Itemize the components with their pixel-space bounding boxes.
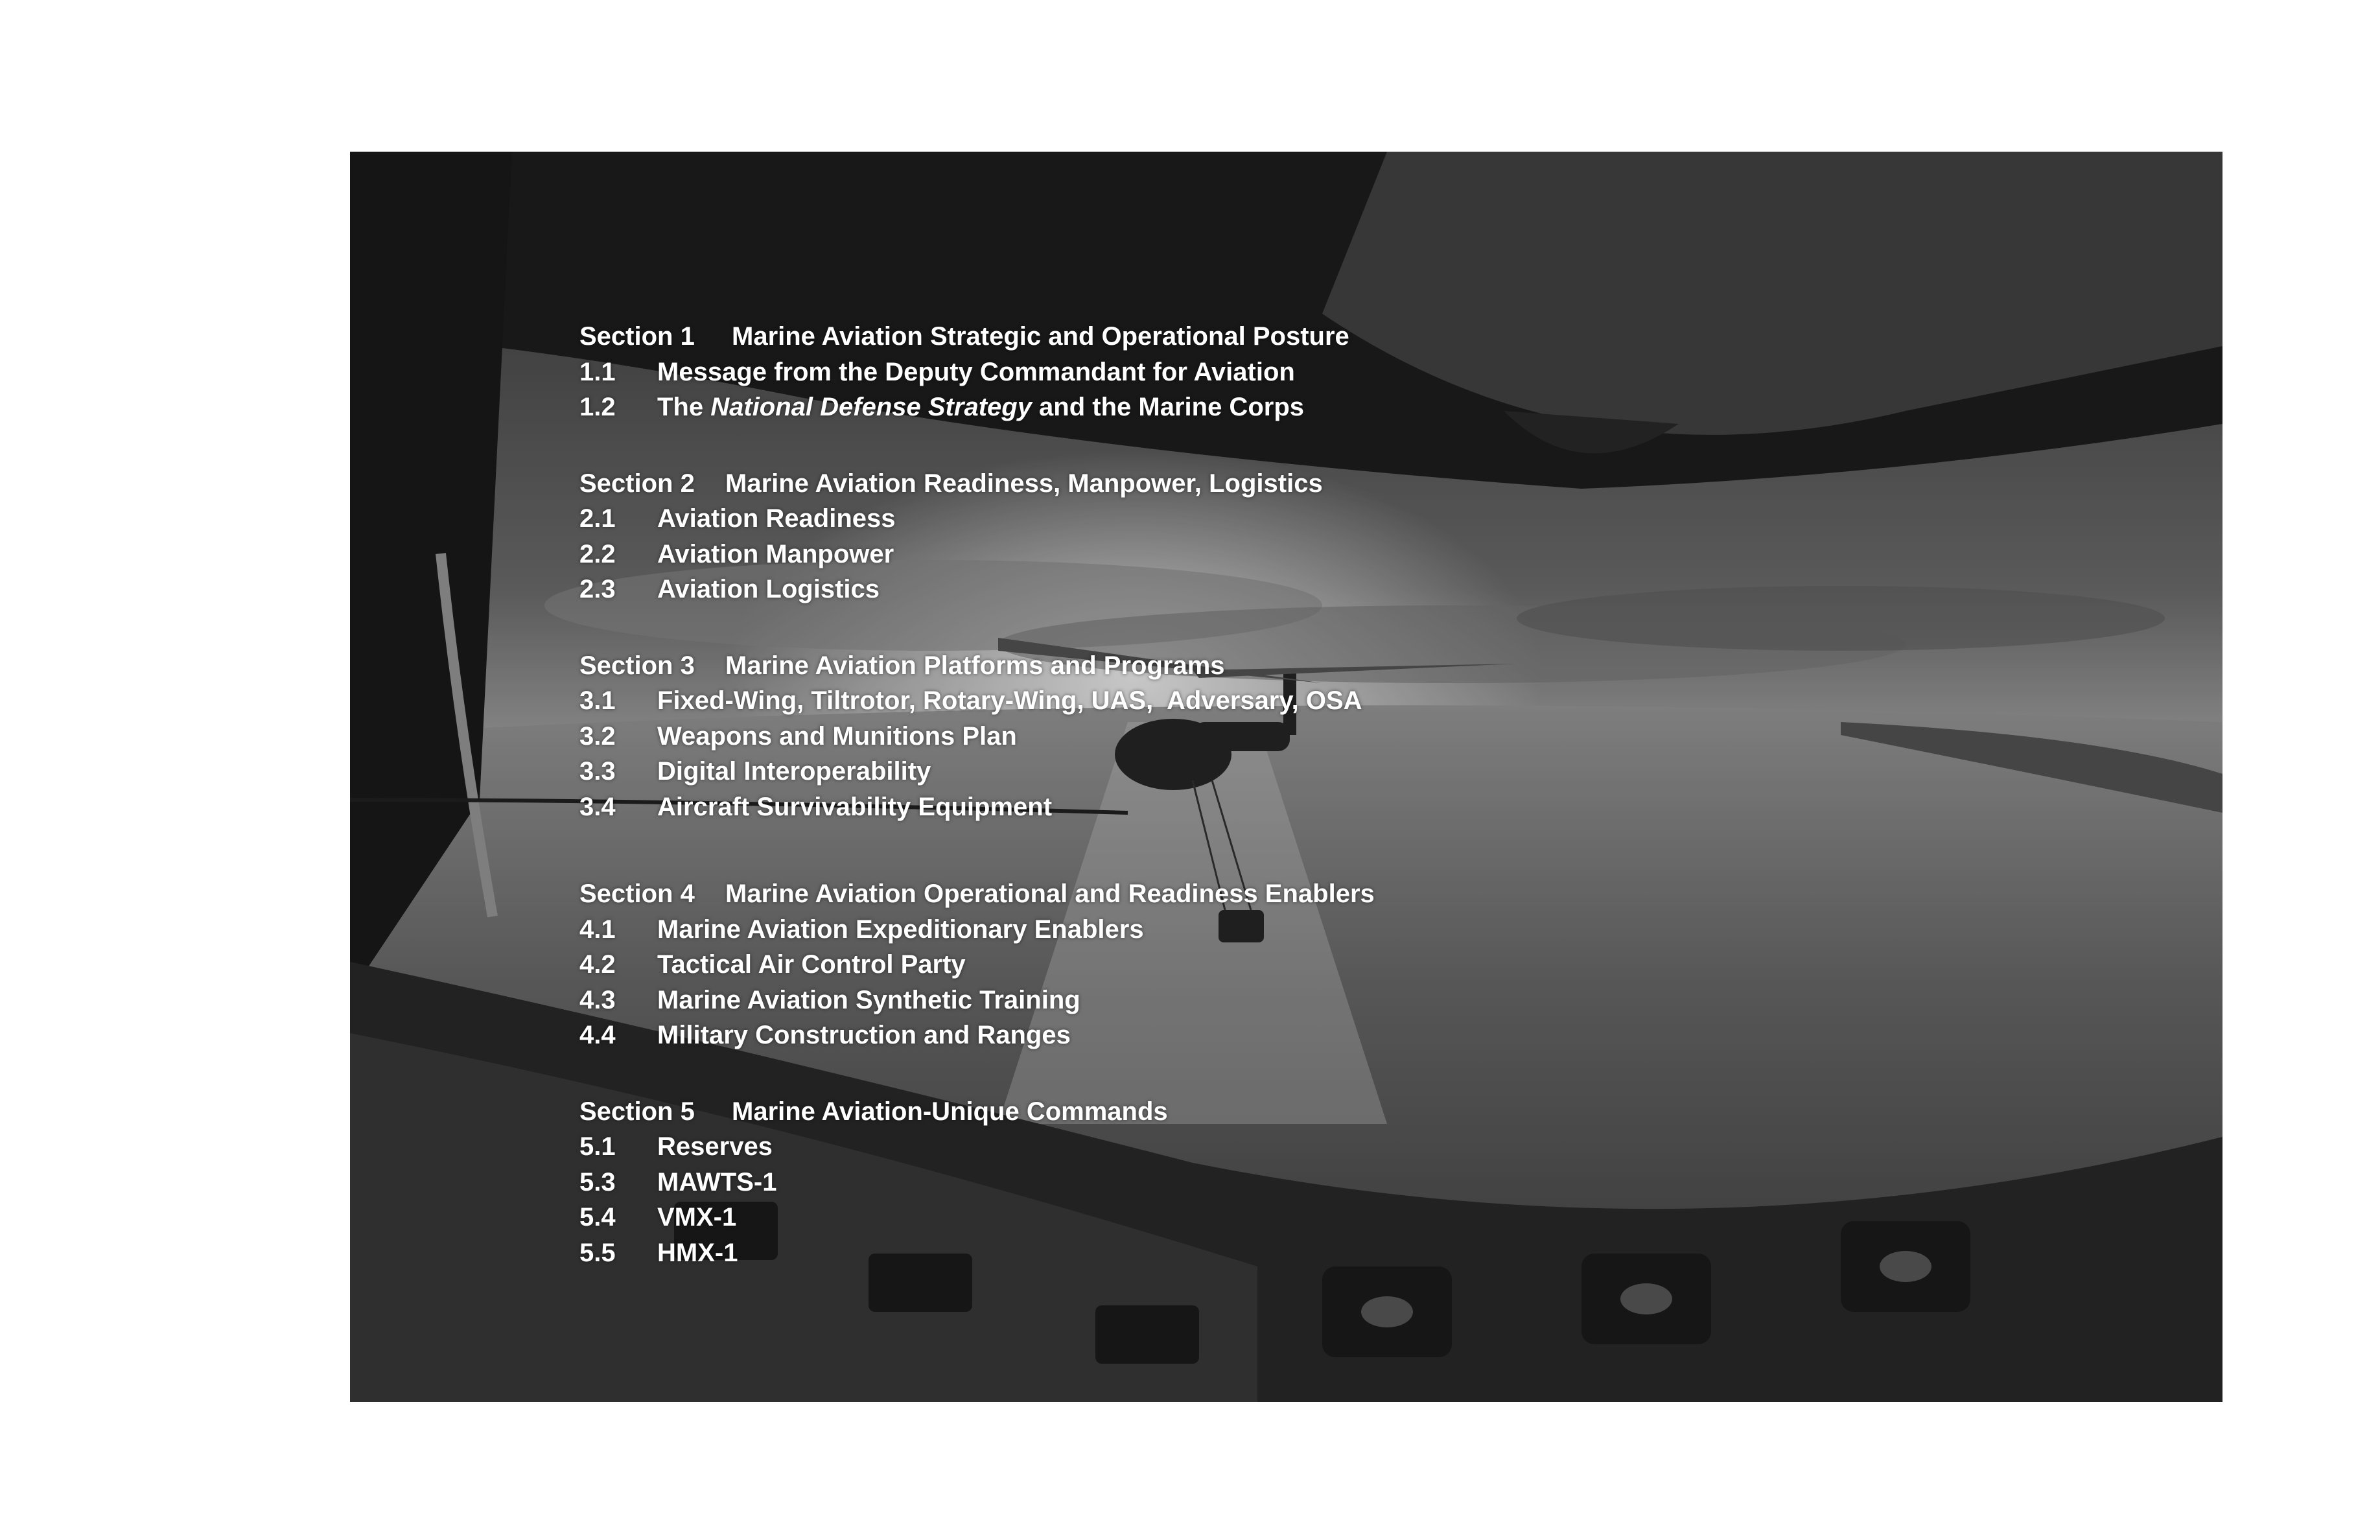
entry-title-pre: The [657,393,711,421]
entry-title: Aviation Logistics [657,575,880,603]
section-5-block [579,1094,1375,1271]
section-label: Section 1 [579,322,695,351]
toc-entry[interactable] [579,572,1375,607]
entry-number: 1.2 [579,393,616,421]
toc-entry[interactable] [579,1129,1375,1165]
section-2-block [579,466,1375,607]
toc-entry[interactable] [579,537,1375,572]
entry-title: MAWTS-1 [657,1167,777,1196]
toc-entry[interactable] [579,1235,1375,1271]
entry-title: VMX-1 [657,1203,737,1231]
entry-number: 1.1 [579,357,616,386]
toc-entry[interactable] [579,947,1375,983]
toc-entry[interactable] [579,501,1375,537]
entry-title: Weapons and Munitions Plan [657,721,1017,751]
section-title: Marine Aviation-Unique Commands [732,1097,1168,1126]
entry-number: 4.2 [579,950,616,979]
section-title: Marine Aviation Readiness, Manpower, Logistics [725,469,1323,498]
entry-title: Tactical Air Control Party [657,950,966,979]
entry-title-post: and the Marine Corps [1031,393,1304,421]
entry-number: 5.3 [579,1167,616,1196]
section-3-block [579,648,1375,825]
toc-entry[interactable] [579,719,1375,754]
section-1-block [579,319,1375,425]
toc-entry[interactable] [579,754,1375,789]
toc-entry[interactable] [579,390,1375,425]
entry-number: 5.4 [579,1203,616,1231]
section-heading[interactable] [579,466,1375,502]
section-title: Marine Aviation Operational and Readiness Enablers [725,880,1375,908]
table-of-contents [579,319,1375,1311]
section-heading[interactable] [579,876,1375,912]
entry-title: Aircraft Survivability Equipment [657,792,1053,821]
entry-title: Military Construction and Ranges [657,1021,1071,1049]
section-label: Section 4 [579,880,695,908]
toc-entry[interactable] [579,983,1375,1018]
toc-entry[interactable] [579,1200,1375,1235]
section-label: Section 5 [579,1097,695,1126]
section-4-block [579,876,1375,1053]
toc-entry[interactable] [579,912,1375,948]
section-label: Section 3 [579,651,695,680]
entry-number: 3.1 [579,686,616,715]
entry-title: Reserves [657,1132,773,1161]
entry-number: 3.2 [579,721,616,751]
section-heading[interactable] [579,1094,1375,1130]
entry-title: Marine Aviation Synthetic Training [657,985,1080,1014]
entry-title: Aviation Manpower [657,539,894,568]
entry-number: 3.4 [579,792,616,821]
entry-title: Fixed-Wing, Tiltrotor, Rotary-Wing, UAS, Adversary, OSA [657,686,1362,715]
entry-title: Digital Interoperability [657,757,931,786]
entry-number: 5.1 [579,1132,616,1161]
entry-number: 5.5 [579,1238,616,1267]
entry-number: 2.2 [579,539,616,568]
toc-entry[interactable] [579,1165,1375,1200]
entry-title: Message from the Deputy Commandant for Aviation [657,357,1295,386]
entry-number: 4.1 [579,915,616,944]
entry-title: Marine Aviation Expeditionary Enablers [657,915,1144,944]
toc-entry[interactable] [579,683,1375,719]
section-label: Section 2 [579,469,695,498]
entry-number: 2.3 [579,575,616,603]
toc-entry[interactable] [579,789,1375,825]
entry-number: 3.3 [579,757,616,786]
section-title: Marine Aviation Platforms and Programs [725,651,1225,680]
section-heading[interactable] [579,319,1375,355]
entry-number: 4.3 [579,985,616,1014]
entry-number: 4.4 [579,1021,616,1049]
toc-entry[interactable] [579,355,1375,390]
section-heading[interactable] [579,648,1375,684]
entry-title-italic: National Defense Strategy [710,393,1032,421]
toc-entry[interactable] [579,1018,1375,1053]
section-title: Marine Aviation Strategic and Operational Posture [732,322,1349,351]
entry-number: 2.1 [579,504,616,533]
entry-title [657,390,1304,425]
entry-title: Aviation Readiness [657,504,896,533]
entry-title: HMX-1 [657,1238,738,1267]
